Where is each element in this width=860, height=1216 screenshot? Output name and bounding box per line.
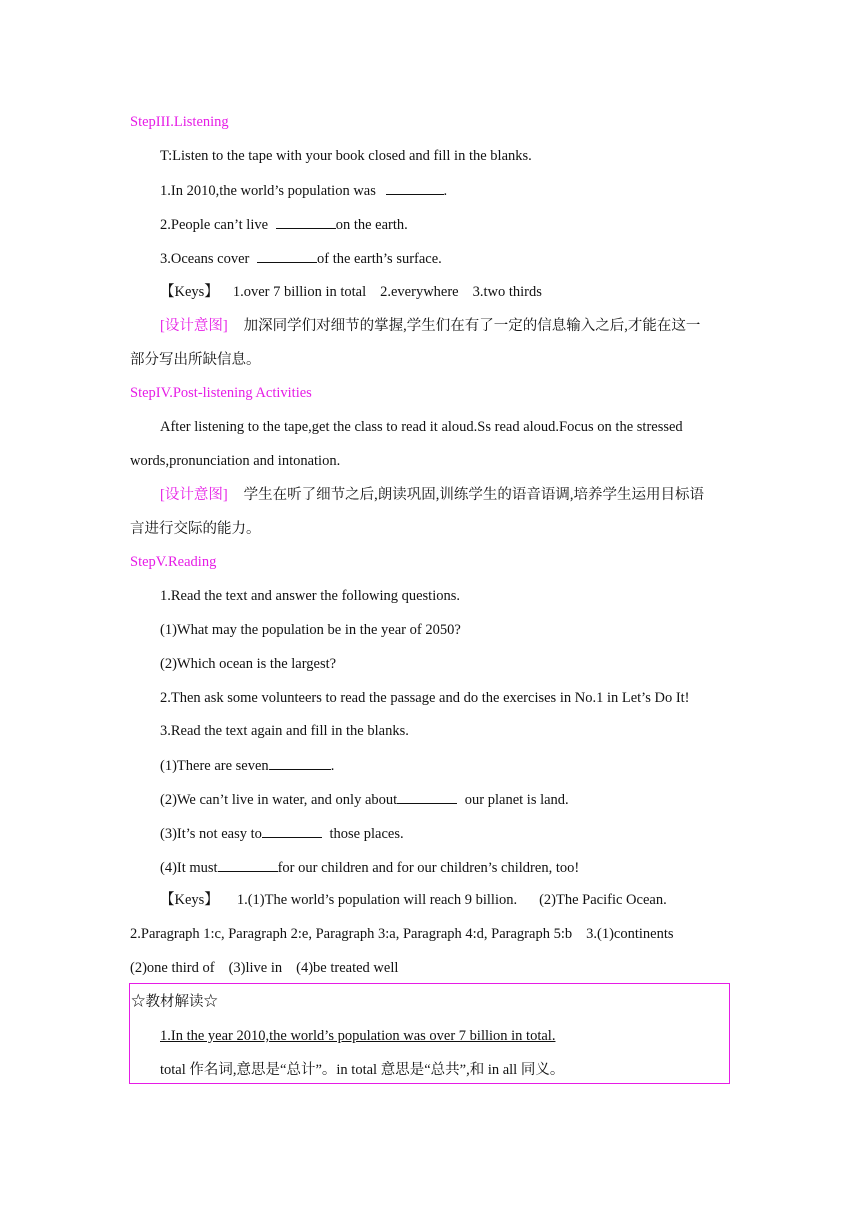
answer-blank [397,789,457,804]
step3-design-intent: [设计意图] 加深同学们对细节的掌握,学生们在有了一定的信息输入之后,才能在这一 [160,318,701,334]
step3-question-2: 2.People can’t live on the earth. [160,214,408,235]
box-note: total 作名词,意思是“总计”。in total 意思是“总共”,和 in all 同义。 [160,1062,565,1078]
step3-question-3: 3.Oceans cover of the earth’s surface. [160,248,442,269]
step5-task-1-q1: (1)What may the population be in the year of 2050? [160,622,461,638]
design-intent-label: [设计意图] [160,487,228,503]
keys-label: 【Keys】 [160,284,219,300]
step5-blank-4: (4)It must for our children and for our children’s children, too! [160,857,579,878]
answer-blank [386,180,444,195]
step5-blank-3: (3)It’s not easy to those places. [160,823,404,844]
step3-question-1: 1.In 2010,the world’s population was . [160,180,447,201]
answer-blank [276,214,336,229]
step5-task-3: 3.Read the text again and fill in the blanks. [160,723,409,739]
step3-design-intent-cont: 部分写出所缺信息。 [130,352,261,368]
step5-blank-2: (2)We can’t live in water, and only about our planet is land. [160,789,569,810]
step4-design-intent-cont: 言进行交际的能力。 [130,521,261,537]
step4-line-2: words,pronunciation and intonation. [130,453,341,469]
step5-blank-1: (1)There are seven . [160,755,334,776]
step5-keys-3: (2)one third of (3)live in (4)be treated well [130,960,399,976]
answer-blank [269,755,331,770]
step4-line-1: After listening to the tape,get the class to read it aloud.Ss read aloud.Focus on the stressed [160,419,683,435]
box-key-sentence: 1.In the year 2010,the world’s population was over 7 billion in total. [160,1028,556,1044]
box-title: ☆教材解读☆ [131,994,218,1010]
step5-keys-2: 2.Paragraph 1:c, Paragraph 2:e, Paragraph 3:a, Paragraph 4:d, Paragraph 5:b 3.(1)continents [130,926,674,942]
step5-keys: 【Keys】 1.(1)The world’s population will reach 9 billion. (2)The Pacific Ocean. [160,892,667,908]
answer-blank [218,857,278,872]
step5-task-2: 2.Then ask some volunteers to read the passage and do the exercises in No.1 in Let’s Do It! [160,690,690,706]
step3-title: StepIII.Listening [130,114,229,130]
step4-title: StepIV.Post-listening Activities [130,385,312,401]
step5-title: StepV.Reading [130,554,217,570]
answer-blank [262,823,322,838]
step5-task-1: 1.Read the text and answer the following questions. [160,588,461,604]
step3-keys: 【Keys】 1.over 7 billion in total 2.everywhere 3.two thirds [160,284,542,300]
step3-intro: T:Listen to the tape with your book closed and fill in the blanks. [160,148,532,164]
step5-task-1-q2: (2)Which ocean is the largest? [160,656,337,672]
design-intent-label: [设计意图] [160,318,228,334]
answer-blank [257,248,317,263]
step4-design-intent: [设计意图] 学生在听了细节之后,朗读巩固,训练学生的语音语调,培养学生运用目标语 [160,487,705,503]
keys-label: 【Keys】 [160,892,219,908]
